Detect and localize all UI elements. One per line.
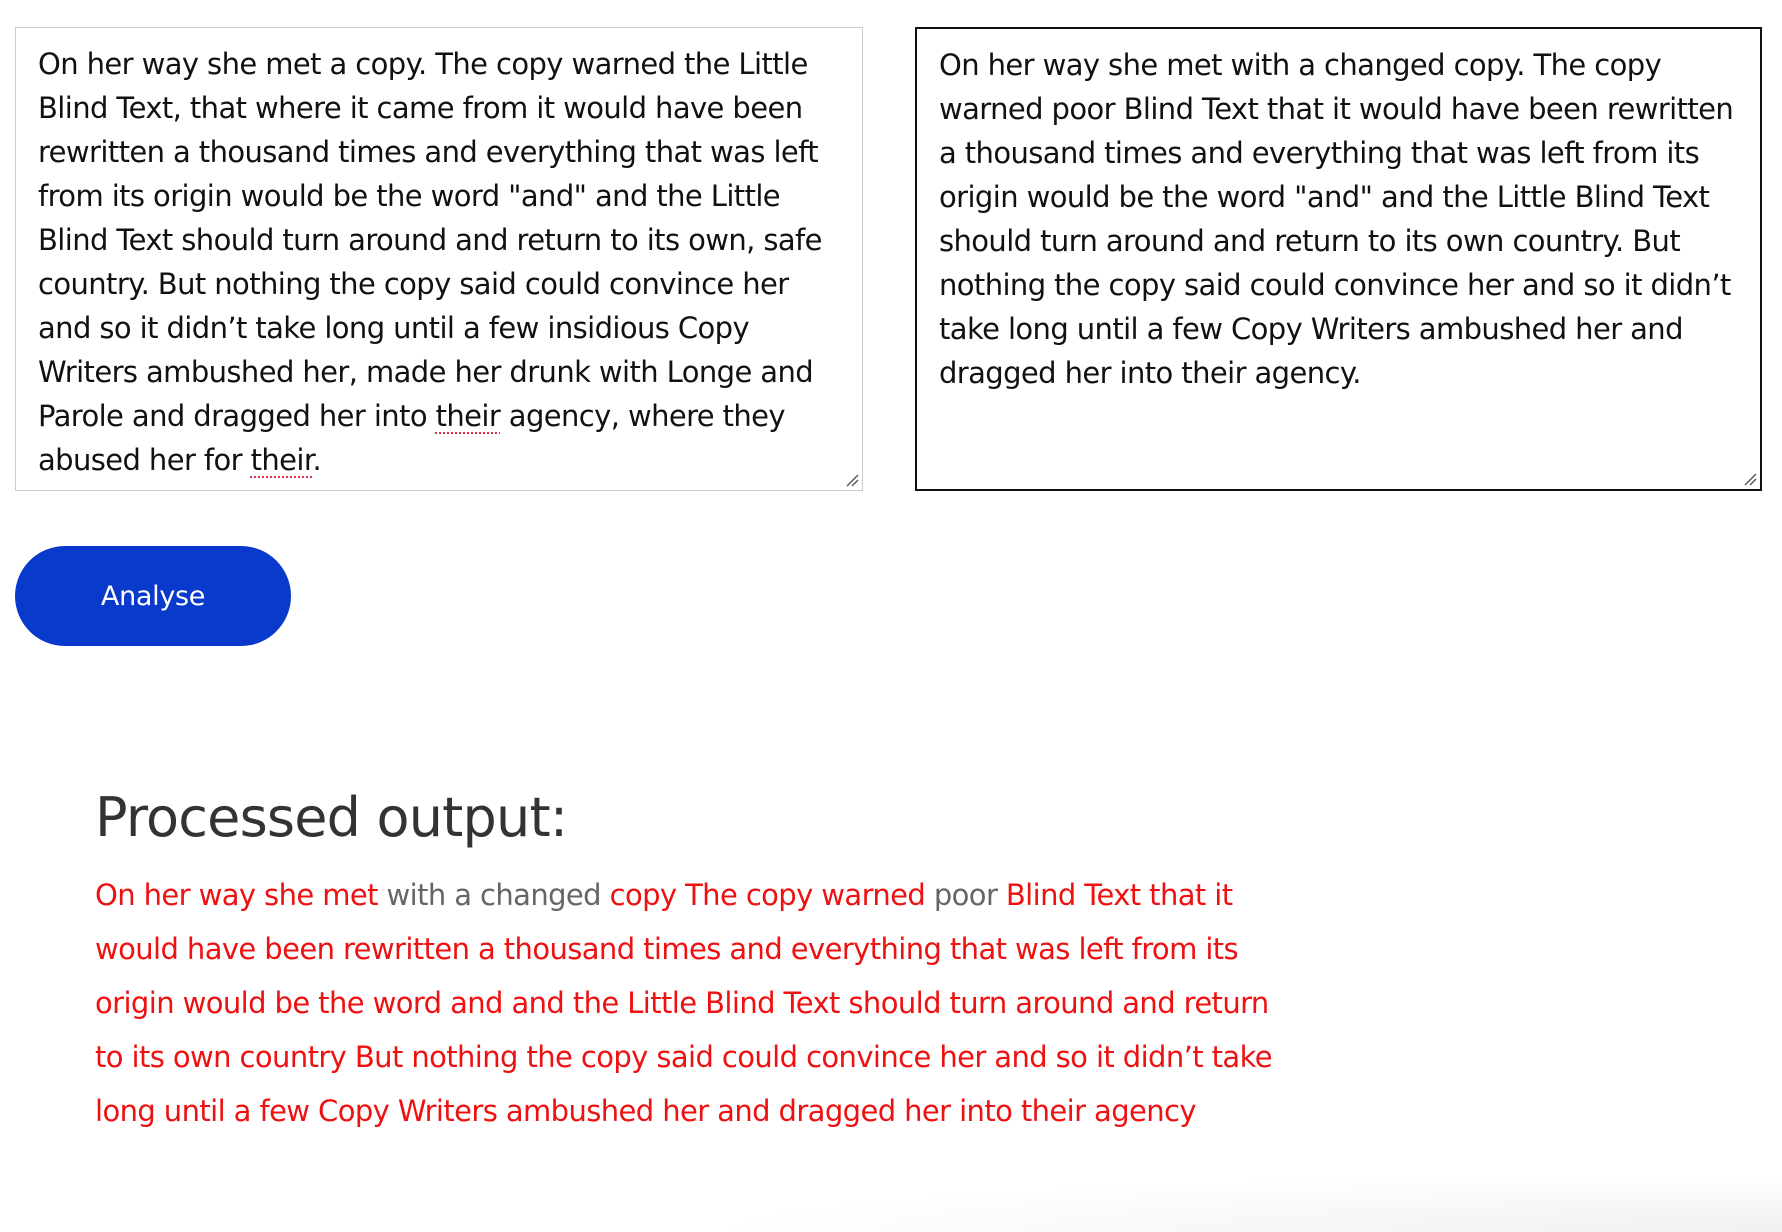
- diff-segment-unchanged: On her way she met: [95, 878, 378, 912]
- resize-handle-icon[interactable]: [1743, 472, 1757, 486]
- diff-segment-unchanged: copy The copy warned: [609, 878, 926, 912]
- original-text-middle: agency, where they abused her for: [38, 399, 794, 477]
- misspelled-word: their: [435, 399, 501, 433]
- misspelled-word: their: [250, 443, 313, 477]
- input-textareas: [15, 27, 1762, 491]
- decorative-shadow: [682, 1172, 1782, 1232]
- diff-segment-added: with a changed: [377, 878, 610, 912]
- original-text-before: On her way she met a copy. The copy warned the Little Blind Text, that where it came from it would have been rewritten a thousand times and everything that was left from its origin would be the word "and" and the Little Blind Text should turn around and return to its own, safe country. But nothing the copy said could convince her and so it didn’t take long until a few insidious Copy Writers ambushed her, made her drunk with Longe and Parole and dragged her into: [38, 47, 831, 433]
- changed-text-value: On her way she met with a changed copy. The copy warned poor Blind Text that it would have been rewritten a thousand times and everything that was left from its origin would be the word "and" and the Little Blind Text should turn around and return to its own country. But nothing the copy said could convince her and so it didn’t take long until a few Copy Writers ambushed her and dragged her into their agency.: [939, 48, 1742, 390]
- processed-output-section: [95, 782, 1275, 1138]
- processed-output-heading: Processed output:: [95, 786, 568, 849]
- original-text-after: .: [312, 443, 322, 477]
- diff-segment-unchanged: Blind Text that it would have been rewritten a thousand times and everything that was left from its origin would be the word and and the Little Blind Text should turn around and return to its own country But nothing the copy said could convince her and so it didn’t take long until a few Copy Writers ambushed her and dragged her into their agency: [95, 878, 1272, 1128]
- diff-segment-added: poor: [925, 878, 1006, 912]
- resize-handle-icon[interactable]: [845, 473, 859, 487]
- changed-text-textarea[interactable]: [915, 27, 1762, 491]
- original-text-textarea[interactable]: [15, 27, 863, 491]
- analyse-button[interactable]: Analyse: [15, 546, 291, 646]
- processed-output-text: [95, 868, 1275, 1138]
